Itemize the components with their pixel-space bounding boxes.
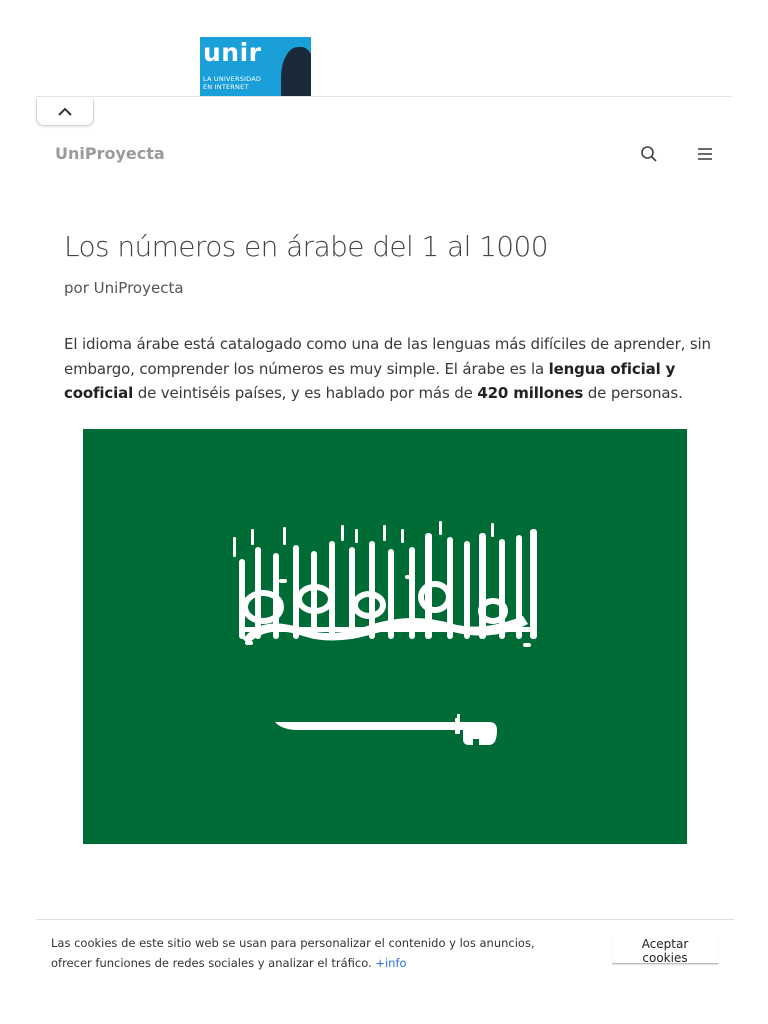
flag-emblem (83, 429, 687, 844)
intro-paragraph: El idioma árabe está catalogado como una de las lenguas más difíciles de aprender, sin embargo, comprender los números es muy simple. El árabe es la lengua oficial y cooficial de veintiséis países, y es hablado por más de 420 millones de personas. (64, 335, 711, 402)
menu-button[interactable] (693, 142, 717, 166)
cookie-divider (36, 919, 734, 920)
ad-banner[interactable] (200, 37, 311, 96)
cookie-info-link[interactable]: +info (375, 955, 407, 970)
byline-prefix: por (64, 279, 89, 297)
ad-divider (36, 96, 732, 97)
author-link[interactable]: UniProyecta (93, 279, 184, 297)
saudi-flag-image (83, 429, 687, 844)
collapse-ad-button[interactable] (36, 99, 94, 126)
search-icon (640, 145, 658, 163)
hamburger-menu-icon (697, 147, 713, 161)
cookie-notice: Las cookies de este sitio web se usan para personalizar el contenido y los anuncios, ofrecer funciones de redes sociales y analizar el tráfico. +info (51, 936, 535, 970)
accept-cookies-button[interactable]: Aceptar cookies (612, 936, 718, 964)
shahada-calligraphy (233, 521, 537, 647)
ad-logo: unir (203, 38, 262, 67)
site-title[interactable]: UniProyecta (55, 144, 165, 163)
ad-tagline: LA UNIVERSIDAD EN INTERNET (203, 75, 262, 91)
sword (275, 714, 497, 745)
bold-official-language: lengua oficial y cooficial (64, 359, 676, 402)
chevron-up-icon (57, 107, 73, 117)
byline (64, 279, 184, 297)
search-button[interactable] (637, 142, 661, 166)
bold-speakers-count: 420 millones (477, 384, 584, 402)
ad-person-image (281, 47, 311, 96)
article-title: Los números en árabe del 1 al 1000 (64, 230, 548, 263)
